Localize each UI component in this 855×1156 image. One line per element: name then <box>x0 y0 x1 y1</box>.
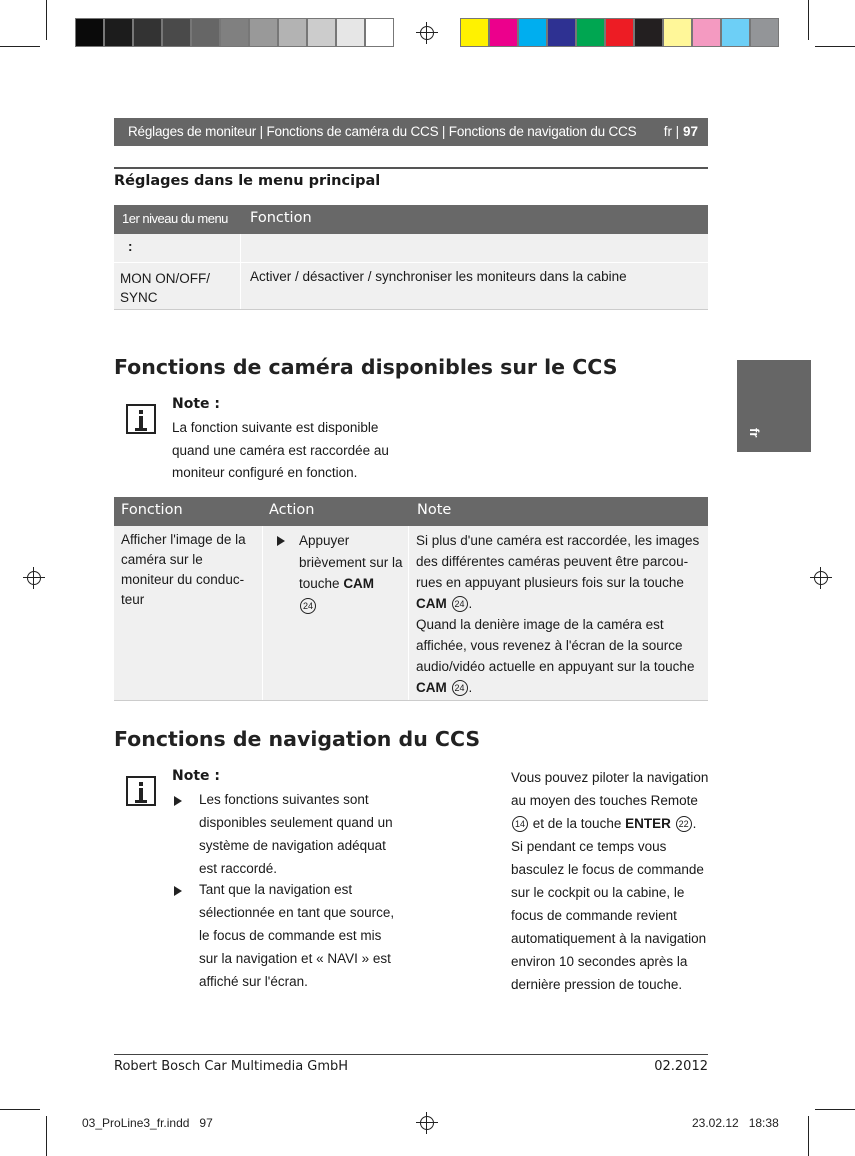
key-number-badge: 24 <box>300 598 316 614</box>
registration-mark-icon <box>810 567 832 589</box>
side-tab-label: fr <box>747 428 762 438</box>
note-label: Note : <box>172 768 220 784</box>
action-cell: Appuyer brièvement sur la touche CAM 24 <box>299 530 404 616</box>
crop-mark <box>815 1109 855 1110</box>
table-row <box>114 234 708 263</box>
language-side-tab <box>737 360 811 452</box>
registration-mark-icon <box>416 22 438 44</box>
menu-item-cell: MON ON/OFF/ SYNC <box>120 271 210 305</box>
function-cell: Afficher l'image de la caméra sur le moniteur du conduc-teur <box>121 532 246 607</box>
crop-mark <box>46 1116 47 1156</box>
running-header <box>114 118 708 146</box>
section-title-navigation: Fonctions de navigation du CCS <box>114 727 481 751</box>
footer-company: Robert Bosch Car Multimedia GmbH <box>114 1059 349 1074</box>
section-title-camera: Fonctions de caméra disponibles sur le CCS <box>114 355 618 379</box>
breadcrumb: Réglages de moniteur | Fonctions de caméra du CCS | Fonctions de navigation du CCS <box>128 124 637 139</box>
column-header: Action <box>269 502 315 518</box>
table-row <box>114 263 708 310</box>
column-header: Note <box>417 502 452 518</box>
note-bullet: Les fonctions suivantes sont disponibles seulement quand un système de navigation adéquat est raccordé. <box>199 792 393 876</box>
footer-date: 02.2012 <box>654 1059 708 1074</box>
column-header: 1er niveau du menu <box>122 211 228 226</box>
registration-mark-icon <box>416 1112 438 1134</box>
note-bullet: Tant que la navigation est sélectionnée en tant que source, le focus de commande est mis sur la navigation et « NAVI » est affiché sur l'écran. <box>199 882 395 989</box>
bullet-arrow-icon <box>174 796 182 806</box>
table-header <box>114 205 708 234</box>
page-number: fr | 97 <box>663 124 698 139</box>
column-header: Fonction <box>250 210 312 226</box>
slug-datetime: 23.02.12 18:38 <box>692 1116 779 1130</box>
note-text: La fonction suivante est disponible quand une caméra est raccordée au moniteur configuré en fonction. <box>172 420 389 480</box>
nav-paragraph: Vous pouvez piloter la navigation au moyen des touches Remote 14 et de la touche ENTER 22 . Si pendant ce temps vous basculez le focus de commande sur le cockpit ou la cabine, le focus de commande revient automatiquement à la navigation environ 10 secondes après la dernière pression de touche. <box>511 770 709 992</box>
bullet-arrow-icon <box>174 886 182 896</box>
note-label: Note : <box>172 396 220 412</box>
registration-mark-icon <box>23 567 45 589</box>
crop-mark <box>808 1116 809 1156</box>
crop-mark <box>815 46 855 47</box>
info-icon <box>126 776 156 806</box>
colon-cell: : <box>128 239 133 254</box>
key-number-badge: 24 <box>452 596 468 612</box>
function-cell: Activer / désactiver / synchroniser les moniteurs dans la cabine <box>250 269 627 284</box>
key-number-badge: 22 <box>676 816 692 832</box>
section-title-menu: Réglages dans le menu principal <box>114 173 381 189</box>
key-number-badge: 14 <box>512 816 528 832</box>
footer-divider <box>114 1054 708 1055</box>
divider <box>114 167 708 169</box>
note-cell: Si plus d'une caméra est raccordée, les images des différentes caméras peuvent être parcou-rues en appuyant plusieurs fois sur la touche CAM 24 . Quand la denière image de la caméra est affichée, vous revenez à l'écran de la source audio/vidéo actuelle en appuyant sur la touche CAM 24 . <box>416 533 700 695</box>
camera-table <box>114 497 708 701</box>
column-header: Fonction <box>121 502 183 518</box>
slug-filename: 03_ProLine3_fr.indd 97 <box>82 1116 213 1130</box>
key-number-badge: 24 <box>452 680 468 696</box>
crop-mark <box>808 0 809 40</box>
table-row <box>114 526 708 701</box>
info-icon <box>126 404 156 434</box>
table-header <box>114 497 708 526</box>
crop-mark <box>46 0 47 40</box>
menu-table <box>114 205 708 310</box>
crop-mark <box>0 46 40 47</box>
bullet-arrow-icon <box>277 536 285 546</box>
crop-mark <box>0 1109 40 1110</box>
